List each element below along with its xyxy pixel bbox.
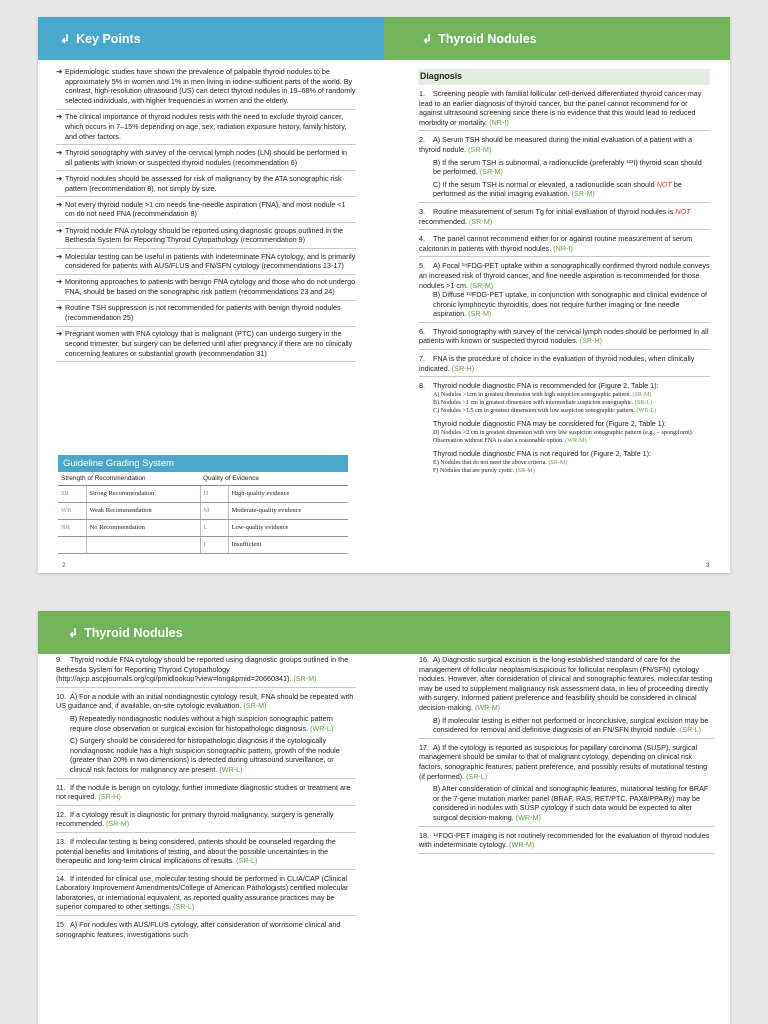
hook-arrow-icon: ↲ [60,31,71,46]
arrow-right-icon: ➔ [56,173,63,183]
page-number: 3 [706,563,710,569]
grading-title: Guideline Grading System [58,455,348,472]
table-row: SR Strong Recommendation H High-quality evidence [58,485,348,502]
arrow-right-icon: ➔ [56,199,63,209]
grading-col-head: Strength of Recommendation [58,472,200,485]
thyroid-nodules-header [384,17,730,60]
key-point: ➔ Pregnant women with FNA cytology that is malignant (PTC) can undergo surgery in the second trimester, but surgery can be deferred until after pregnancy if there are no clinically concerning features or substantial growth (recommendation 31) [56,329,356,362]
grading-system-table [58,455,348,554]
recommendation-11: 11. If the nodule is benign on cytology, further immediate diagnostic studies or treatment are not required. (SR-H) [56,783,356,806]
key-point: ➔ Epidemiologic studies have shown the prevalence of palpable thyroid nodules to be approximately 5% in women and 1% in men living in iodine-sufficient parts of the world. By contrast, high-resolution ultrasound (US) can detect thyroid nodules in 19–68% of randomly selected individuals, with higher frequencies in women and the elderly. [56,67,356,110]
recommendation-18: 18. ¹⁸FDG-PET imaging is not routinely recommended for the evaluation of thyroid nodules with indeterminate cytology. (WR-M) [419,831,714,854]
arrow-right-icon: ➔ [56,329,63,339]
arrow-right-icon: ➔ [56,112,63,122]
recommendation-2: 2. A) Serum TSH should be measured during the initial evaluation of a patient with a thyroid nodule. (SR-M) B) If the serum TSH is subnormal, a radionuclide (preferably ¹²³I) thyroid scan should be performed. (SR-M) C) If the serum TSH is normal or elevated, a radionuclide scan should NOT be performed as the initial imaging evaluation. (SR-M) [419,135,710,203]
key-point: ➔ Thyroid nodules should be assessed for risk of malignancy by the ATA sonographic risk pattern (recommendation 8), not simply by size. [56,174,356,197]
table-row: WR Weak Recommendation M Moderate-quality evidence [58,502,348,519]
recommendation-6: 6. Thyroid sonography with survey of the cervical lymph nodes should be performed in all patients with known or suspected thyroid nodules. (SR-H) [419,327,710,350]
key-point: ➔ Monitoring approaches to patients with benign FNA cytology and those who do not undergo FNA, should be based on the sonographic risk pattern (recommendations 23 and 24) [56,277,356,300]
recommendation-7: 7. FNA is the procedure of choice in the evaluation of thyroid nodules, when clinically indicated. (SR-H) [419,354,710,377]
recommendation-13: 13. If molecular testing is being considered, patients should be counseled regarding the potential benefits and limitations of testing, and about the possible uncertainties in the therapeutic and long-term clinical implications of results. (SR-L) [56,837,356,870]
grading-table [58,472,348,554]
recommendation-17: 17. A) If the cytology is reported as suspicious for papillary carcinoma (SUSP), surgical management should be similar to that of malignant cytology, depending on clinical risk factors, sonographic features, patient preference, and possibly results of mutational testing (if performed). (SR-L) B) After consideration of clinical and sonographic features, mutational testing for BRAF or the 7-gene mutation marker panel (BRAF, RAS, RET/PTC, PAX8/PPARγ) may be considered in nodules with SUSP cytology if such data would be expected to alter surgical decision-making. (WR-M) [419,743,714,827]
recommendation-9: 9. Thyroid nodule FNA cytology should be reported using diagnostic groups outlined in the Bethesda System for Reporting Thyroid Cytopathology (http://ajcp.ascpjournals.org/cgi/pmidlookup?view=long&pmid=20660341). (SR-M) [56,655,356,688]
key-point: ➔ Thyroid nodule FNA cytology should be reported using diagnostic groups outlined in the Bethesda System for Reporting Thyroid Cytopathology (recommendation 9) [56,226,356,249]
arrow-right-icon: ➔ [56,251,63,261]
recommendation-12: 12. If a cytology result is diagnostic for primary thyroid malignancy, surgery is generally recommended. (SR-M) [56,810,356,833]
key-points-list [56,67,356,365]
recommendation-10: 10. A) For a nodule with an initial nondiagnostic cytology result, FNA should be repeated with US guidance and, if available, on-site cytologic evaluation. (SR-M) B) Repeatedly nondiagnostic nodules without a high suspicion sonographic pattern require close observation or surgical excision for histopathologic diagnosis. (WR-L) C) Surgery should be considered for histopathologic diagnosis if the cytologically nondiagnostic nodule has a high suspicion sonographic pattern, growth of the nodule (greater than 20% in two dimensions) is detected during ultrasound surveillance, or clinical risk factors for malignancy are present. (WR-L) [56,692,356,779]
recommendation-16: 16. A) Diagnostic surgical excision is the long-established standard of care for the management of follicular neoplasm/suspicious for follicular neoplasm (FN/SFN) cytology nodules. However, after consideration of clinical and sonographic features, molecular testing may be used to supplement malignancy risk assessment data, in lieu of proceeding directly with surgery. Informed patient preference and feasibility should be considered in clinical decision-making. (WR-M) B) If molecular testing is either not performed or inconclusive, surgical excision may be considered for removal and definitive diagnosis of an FN/SFN thyroid nodule. (SR-L) [419,655,714,739]
hook-arrow-icon: ↲ [422,31,433,46]
recommendation-4: 4. The panel cannot recommend either for or against routine measurement of serum calcitonin in patients with thyroid nodules. (NR-I) [419,234,710,257]
arrow-right-icon: ➔ [56,147,63,157]
hook-arrow-icon: ↲ [68,625,79,640]
recommendation-5: 5. A) Focal ¹⁸FDG-PET uptake within a sonographically confirmed thyroid nodule conveys an increased risk of thyroid cancer, and fine needle aspiration is recommended for those nodules >1 cm. (SR-M) B) Diffuse ¹⁸FDG-PET uptake, in conjunction with sonographic and clinical evidence of chronic lymphocytic thyroiditis, does not require further imaging or fine needle aspiration. (SR-M) [419,261,710,323]
arrow-right-icon: ➔ [56,225,63,235]
recommendations-left [56,655,356,946]
arrow-right-icon: ➔ [56,277,63,287]
recommendation-8: 8. Thyroid nodule diagnostic FNA is recommended for (Figure 2, Table 1): A) Nodules >1cm in greatest dimension with high suspicion sonographic pattern. (SR-M) B) Nodules >1 cm in greatest dimension with intermediate suspicion sonographic. (SR-L) C) Nodules >1.5 cm in greatest dimension with low suspicion sonographic pattern. (WR-L) Thyroid nodule diagnostic FNA may be considered for (Figure 2, Table 1): D) Nodules >2 cm in greatest dimension with very low suspicion sonographic pattern (e.g., – spongiform). Observation without FNA is also a reasonable option. (WR-M) Thyroid nodule diagnostic FNA is not required for (Figure 2, Table 1): E) Nodules that do not meet the above criteria. (SR-M) F) Nodules that are purely cystic. (SR-M) [419,381,694,475]
page-number: 2 [62,563,66,569]
thyroid-nodules-header [38,611,730,654]
thyroid-nodules-title: Thyroid Nodules [84,625,183,640]
key-points-title: Key Points [76,31,141,46]
recommendations-right [419,655,714,858]
table-row: NR No Recommendation L Low-quality evidence [58,519,348,536]
thyroid-nodules-title: Thyroid Nodules [438,31,537,46]
recommendation-15: 15. A) For nodules with AUS/FLUS cytology, after consideration of worrisome clinical and sonographic features, investigations such [56,920,341,939]
table-row: I Insufficient [58,536,348,553]
diagnosis-recommendations [419,89,710,482]
recommendation-3: 3. Routine measurement of serum Tg for initial evaluation of thyroid nodules is NOT recommended. (SR-M) [419,207,710,230]
grading-col-head: Quality of Evidence [200,472,348,485]
diagnosis-heading: Diagnosis [418,69,710,85]
key-points-header [38,17,384,60]
key-point: ➔ Not every thyroid nodule >1 cm needs fine-needle aspiration (FNA), and most nodule <1 cm do not need FNA (recommendation 8) [56,200,356,223]
recommendation-1: 1. Screening people with familial follicular cell-derived differentiated thyroid cancer may lead to an earlier diagnosis of thyroid cancer, but the panel cannot recommend for or against ultrasound screening since there is no evidence that this would lead to reduced morbidity or mortality. (NR-I) [419,89,710,131]
key-point: ➔ Routine TSH suppression is not recommended for patients with benign thyroid nodules (recommendation 25) [56,303,356,326]
key-point: ➔ Thyroid sonography with survey of the cervical lymph nodes (LN) should be performed in all patients with known or suspected thyroid nodules (recommendation 6) [56,148,356,171]
key-point: ➔ Molecular testing can be useful in patients with indeterminate FNA cytology, and is primarily considered for patients with AUS/FLUS and FN/SFN cytology (recommendations 13-17) [56,252,356,275]
key-point: ➔ The clinical importance of thyroid nodules rests with the need to exclude thyroid cancer, which occurs in 7–15% depending on age, sex, radiation exposure history, family history, and other factors. [56,112,356,145]
arrow-right-icon: ➔ [56,303,63,313]
arrow-right-icon: ➔ [56,67,63,76]
recommendation-14: 14. If intended for clinical use, molecular testing should be performed in CLIA/CAP (Clinical Laboratory Improvement Amendments/College of American Pathologists) certified molecular laboratories, or international equivalent, as reported quality assurance practices may be superior compared to other settings. (SR-L) [56,874,356,916]
